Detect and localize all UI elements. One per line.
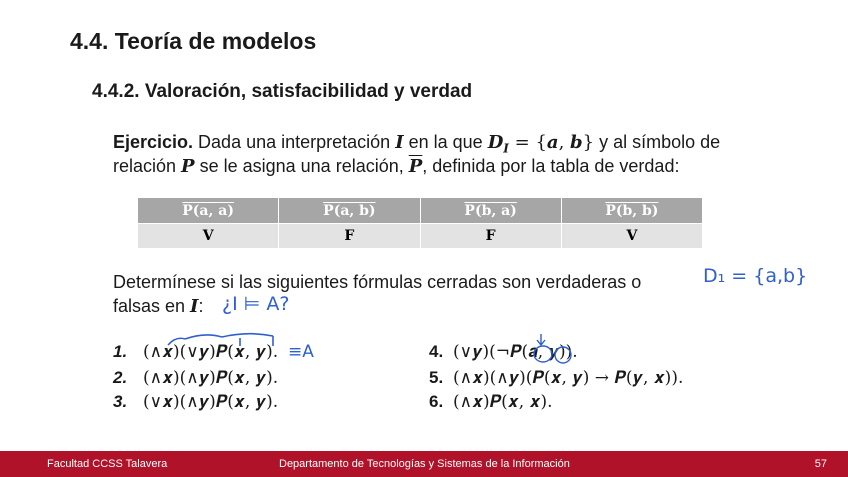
down-arrow-icon [537, 334, 545, 345]
handwritten-question-note: ¿I ⊨ A? [222, 293, 290, 315]
truth-table-header: P(b, b) [561, 198, 702, 224]
truth-table-cell: V [561, 224, 702, 249]
formula-5: 5. (∧𝒙)(∧𝒚)(𝑷(𝒙, 𝒚) → 𝑷(𝒚, 𝒙)). [429, 368, 684, 388]
exercise-line-1: Ejercicio. Dada una interpretación I en la que $D_I = \{a$, b} y al símbolo de [113, 132, 721, 156]
formula-2: 2. (∧𝒙)(∧𝒚)𝑷(𝒙, 𝒚). [113, 368, 279, 388]
truth-table-cell: F [279, 224, 420, 249]
formula-1: 1. (∧𝒙)(∨𝒚)𝑷(𝒙, 𝒚). [113, 342, 279, 362]
truth-table-header: P(a, b) [279, 198, 420, 224]
truth-table-header: P(b, a) [420, 198, 561, 224]
slide-subtitle: 4.4.2. Valoración, satisfacibilidad y verdad [92, 81, 473, 102]
truth-table-cell: V [138, 224, 279, 249]
formula-4: 4. (∨𝒚)(¬𝑷(𝒂, 𝒚)). [429, 342, 578, 362]
interpretation-symbol: I [395, 132, 404, 153]
question-line-2: falsas en I: [113, 296, 204, 317]
ink-circle [534, 346, 552, 362]
question-line-1: Determínese si las siguientes fórmulas cerradas son verdaderas o [113, 272, 642, 292]
truth-table-cell: F [420, 224, 561, 249]
relation-bar-symbol: $\overline{P}$ [408, 156, 423, 177]
domain-symbol: $D_I$ [487, 132, 509, 156]
ink-circle [555, 347, 571, 363]
ink-stroke [168, 338, 185, 345]
footer-left: Facultad CCSS Talavera [47, 458, 168, 470]
footer-center: Departamento de Tecnologías y Sistemas de la Información [279, 458, 570, 470]
relation-symbol: P [181, 156, 195, 177]
footer-bar [0, 451, 848, 477]
page-number: 57 [814, 458, 827, 470]
formula-3: 3. (∨𝒙)(∧𝒚)𝑷(𝒙, 𝒚). [113, 392, 279, 412]
exercise-label: Ejercicio. [113, 132, 194, 152]
slide-title: 4.4. Teoría de modelos [70, 28, 317, 54]
handwritten-formula-note: ≡A [288, 342, 314, 362]
handwritten-domain-note: D₁ = {a,b} [703, 265, 808, 287]
ink-stroke [222, 334, 273, 337]
truth-table-header: P(a, a) [138, 198, 279, 224]
formula-6: 6. (∧𝒙)𝑷(𝒙, 𝒙). [429, 392, 553, 412]
ink-stroke [185, 335, 222, 339]
exercise-line-2: relación P se le asigna una relación, $\overline{P}$, definida por la tabla de verdad: [113, 156, 680, 177]
